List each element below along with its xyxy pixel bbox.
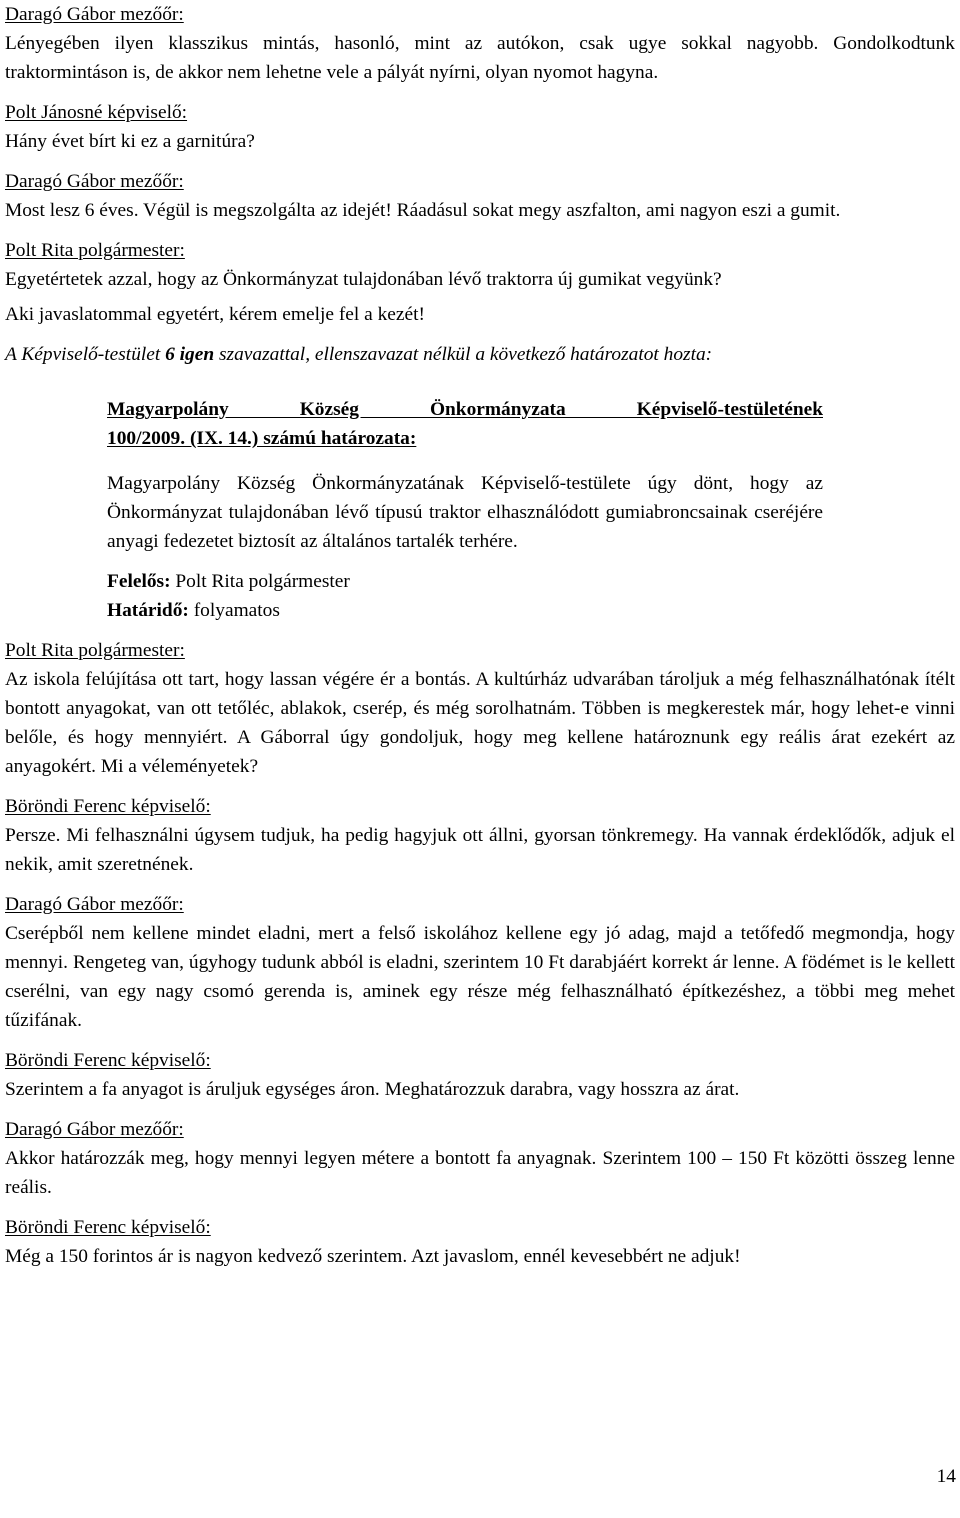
speaker-name: Böröndi Ferenc képviselő: <box>5 796 211 817</box>
resolution <box>107 395 823 625</box>
speech-text: Aki javaslatommal egyetért, kérem emelje fel a kezét! <box>5 304 425 325</box>
speech-block <box>5 1213 955 1271</box>
speech-block <box>5 1115 955 1202</box>
speaker-name: Polt Rita polgármester: <box>5 240 185 261</box>
resolution-title: Magyarpolány Község Önkormányzata Képviselő-testületének <box>107 399 823 420</box>
speaker-name: Daragó Gábor mezőőr: <box>5 894 184 915</box>
responsible-label: Felelős: <box>107 571 171 592</box>
document-page <box>5 0 955 1271</box>
speaker-name: Daragó Gábor mezőőr: <box>5 1119 184 1140</box>
speech-block <box>5 890 955 1035</box>
vote-text-pre: A Képviselő-testület <box>5 344 166 365</box>
responsible-value: Polt Rita polgármester <box>170 571 350 592</box>
page-number: 14 <box>936 1466 956 1487</box>
speech-block <box>5 792 955 879</box>
speech-text: Egyetértetek azzal, hogy az Önkormányzat tulajdonában lévő traktorra új gumikat vegyünk? <box>5 269 722 290</box>
speech-text: Az iskola felújítása ott tart, hogy lassan végére ér a bontás. A kultúrház udvarában tároljuk a még felhasználhatónak ítélt bontott anyagokat, van ott tetőléc, ablakok, cserép, és még sorolhatnám. Többen is megkerestek már, hogy lehet-e vinni belőle, és hogy mennyiért. A Gáborral úgy gondoljuk, hogy meg kellene határoznunk egy reális árat ezekért az anyagokért. Mi a véleményetek? <box>5 669 955 777</box>
deadline-field <box>107 596 823 625</box>
speech-block <box>5 167 955 225</box>
vote-text-post: szavazattal, ellenszavazat nélkül a következő határozatot hozta: <box>214 344 713 365</box>
speech-block <box>5 98 955 156</box>
vote-result <box>5 340 955 369</box>
speech-block <box>5 1046 955 1104</box>
speech-text: Cserépből nem kellene mindet eladni, mert a felső iskolához kellene egy jó adag, majd a tetőfedő megmondja, hogy mennyi. Rengeteg van, úgyhogy tudunk abból is eladni, szerintem 10 Ft darabjáért korrekt ár lenne. A födémet is le kellett cserélni, van egy nagy csomó gerenda is, aminek egy része még felhasználható építkezéshez, a többi meg mehet tűzifának. <box>5 923 955 1031</box>
speech-text: Lényegében ilyen klasszikus mintás, hasonló, mint az autókon, csak ugye sokkal nagyobb. Gondolkodtunk traktormintáson is, de akkor nem lehetne vele a pályát nyírni, olyan nyomot hagyna. <box>5 33 955 83</box>
responsible-field <box>107 567 823 596</box>
speech-text: Hány évet bírt ki ez a garnitúra? <box>5 131 255 152</box>
resolution-body: Magyarpolány Község Önkormányzatának Képviselő-testülete úgy dönt, hogy az Önkormányzat tulajdonában lévő típusú traktor elhasználódott gumiabroncsainak cseréjére anyagi fedezetet biztosít az általános tartalék terhére. <box>107 473 823 552</box>
speaker-name: Böröndi Ferenc képviselő: <box>5 1217 211 1238</box>
speech-text: Még a 150 forintos ár is nagyon kedvező szerintem. Azt javaslom, ennél kevesebbért ne adjuk! <box>5 1246 741 1267</box>
speech-text: Persze. Mi felhasználni úgysem tudjuk, ha pedig hagyjuk ott állni, gyorsan tönkremegy. Ha vannak érdeklődők, adjuk el nekik, amit szeretnének. <box>5 825 955 875</box>
speaker-name: Polt Rita polgármester: <box>5 640 185 661</box>
speech-text: Szerintem a fa anyagot is áruljuk egységes áron. Meghatározzuk darabra, vagy hosszra az árat. <box>5 1079 740 1100</box>
deadline-label: Határidő: <box>107 600 189 621</box>
speech-block <box>5 0 955 87</box>
speech-block <box>5 236 955 329</box>
speaker-name: Daragó Gábor mezőőr: <box>5 4 184 25</box>
speaker-name: Polt Jánosné képviselő: <box>5 102 188 123</box>
speaker-name: Daragó Gábor mezőőr: <box>5 171 184 192</box>
speech-block <box>5 636 955 781</box>
resolution-number: 100/2009. (IX. 14.) számú határozata: <box>107 428 417 449</box>
deadline-value: folyamatos <box>188 600 280 621</box>
speech-text: Most lesz 6 éves. Végül is megszolgálta az idejét! Ráadásul sokat megy aszfalton, ami nagyon eszi a gumit. <box>5 200 841 221</box>
vote-count: 6 igen <box>165 344 215 365</box>
speech-text: Akkor határozzák meg, hogy mennyi legyen métere a bontott fa anyagnak. Szerintem 100 – 150 Ft közötti összeg lenne reális. <box>5 1148 955 1198</box>
speaker-name: Böröndi Ferenc képviselő: <box>5 1050 211 1071</box>
